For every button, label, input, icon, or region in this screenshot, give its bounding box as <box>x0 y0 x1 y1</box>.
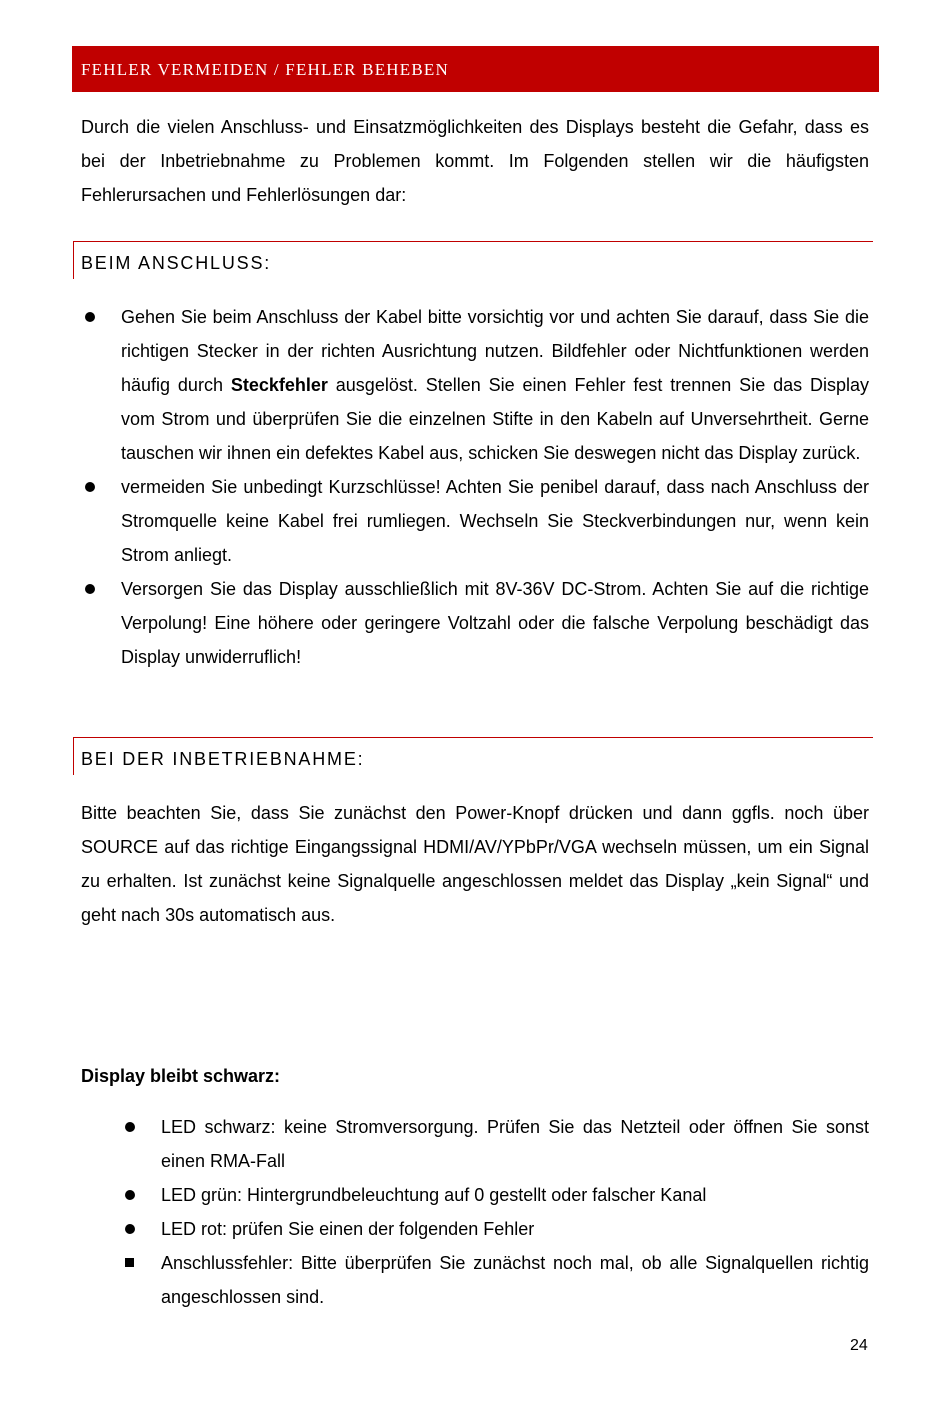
intro-paragraph: Durch die vielen Anschluss- und Einsatzmöglichkeiten des Displays besteht die Gefahr, dass es bei der Inbetriebnahme zu Problemen kommt. Im Folgenden stellen wir die häufigsten Fehlerursachen und Fehlerlösungen dar: <box>81 117 869 205</box>
bullet-square-icon <box>125 1258 134 1267</box>
bullet-dot-icon <box>85 584 95 594</box>
header-title: FEHLER VERMEIDEN / FEHLER BEHEBEN <box>81 60 449 79</box>
list-item: LED rot: prüfen Sie einen der folgenden Fehler <box>161 1212 869 1246</box>
list-item: Anschlussfehler: Bitte überprüfen Sie zunächst noch mal, ob alle Signalquellen richtig angeschlossen sind. <box>161 1246 869 1314</box>
bold-term: Steckfehler <box>230 375 328 395</box>
bullet-dot-icon <box>125 1122 135 1132</box>
display-section-title: Display bleibt schwarz: <box>81 1066 281 1086</box>
inbetriebnahme-paragraph: Bitte beachten Sie, dass Sie zunächst den Power-Knopf drücken und dann ggfls. noch über SOURCE auf das richtige Eingangssignal HDMI/AV/YPbPr/VGA wechseln müssen, um ein Signal zu erhalten. Ist zunächst keine Signalquelle angeschlossen meldet das Display „kein Signal“ und geht nach 30s automatisch aus. <box>81 803 869 925</box>
page-number: 24 <box>850 1337 868 1354</box>
display-list <box>161 1110 869 1314</box>
bullet-dot-icon <box>125 1190 135 1200</box>
section-header-anschluss <box>73 241 873 279</box>
header-banner <box>72 46 879 92</box>
list-item: LED grün: Hintergrundbeleuchtung auf 0 gestellt oder falscher Kanal <box>161 1178 869 1212</box>
bullet-dot-icon <box>85 312 95 322</box>
section-header-inbetriebnahme <box>73 737 873 775</box>
anschluss-list <box>121 300 869 674</box>
section-title-anschluss: BEIM ANSCHLUSS: <box>81 253 272 273</box>
list-item: Gehen Sie beim Anschluss der Kabel bitte vorsichtig vor und achten Sie darauf, dass Sie die richtigen Stecker in der richten Ausrichtung nutzen. Bildfehler oder Nichtfunktionen werden häufig durch Steckfehler ausgelöst. Stellen Sie einen Fehler fest trennen Sie das Display vom Strom und überprüfen Sie die einzelnen Stifte in den Kabeln auf Unversehrtheit. Gerne tauschen wir ihnen ein defektes Kabel aus, schicken Sie deswegen nicht das Display zurück. <box>121 300 869 470</box>
bullet-dot-icon <box>85 482 95 492</box>
section-title-inbetriebnahme: BEI DER INBETRIEBNAHME: <box>81 749 365 769</box>
list-item: Versorgen Sie das Display ausschließlich mit 8V-36V DC-Strom. Achten Sie auf die richtige Verpolung! Eine höhere oder geringere Voltzahl oder die falsche Verpolung beschädigt das Display unwiderruflich! <box>121 572 869 674</box>
bullet-dot-icon <box>125 1224 135 1234</box>
list-item: vermeiden Sie unbedingt Kurzschlüsse! Achten Sie penibel darauf, dass nach Anschluss der Stromquelle keine Kabel frei rumliegen. Wechseln Sie Steckverbindungen nur, wenn kein Strom anliegt. <box>121 470 869 572</box>
list-item: LED schwarz: keine Stromversorgung. Prüfen Sie das Netzteil oder öffnen Sie sonst einen RMA-Fall <box>161 1110 869 1178</box>
